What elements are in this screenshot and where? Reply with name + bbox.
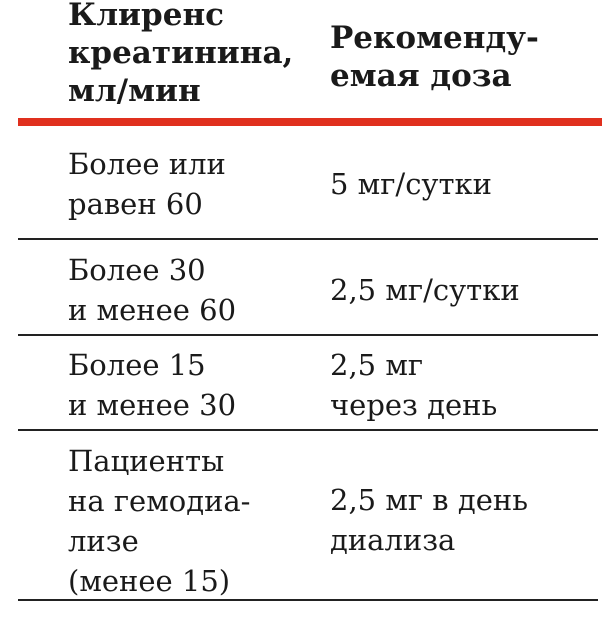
row-4-clearance: Пациенты на гемодиа- лизе (менее 15) <box>68 444 251 598</box>
row-2-dose: 2,5 мг/сутки <box>330 273 520 307</box>
row-separator <box>18 334 598 336</box>
row-4-dose: 2,5 мг в день диализа <box>330 483 528 557</box>
row-3-dose: 2,5 мг через день <box>330 348 498 422</box>
table-header-row <box>0 0 613 118</box>
header-recommended-dose: Рекоменду- емая доза <box>330 20 539 94</box>
row-1-clearance: Более или равен 60 <box>68 147 226 221</box>
header-accent-rule <box>18 118 602 126</box>
row-separator <box>18 429 598 431</box>
table-bottom-rule <box>18 599 598 601</box>
row-2-clearance: Более 30 и менее 60 <box>68 253 237 327</box>
header-creatinine-clearance: Клиренс креатинина, мл/мин <box>68 0 294 109</box>
row-separator <box>18 238 598 240</box>
row-3-clearance: Более 15 и менее 30 <box>68 348 237 422</box>
row-1-dose: 5 мг/сутки <box>330 167 492 201</box>
